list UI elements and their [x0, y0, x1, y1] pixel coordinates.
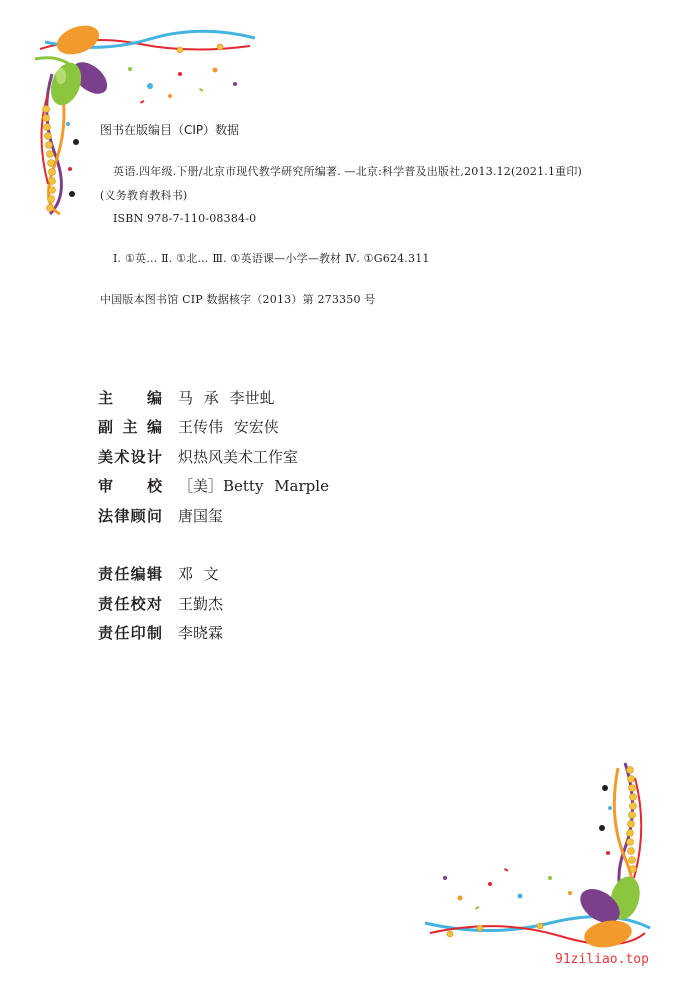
credit-row: [98, 622, 498, 644]
credit-name: 王勤杰: [178, 595, 224, 613]
credit-role: 副主编: [98, 418, 162, 436]
watermark: 91ziliao.top: [555, 952, 649, 967]
credit-role: 美术设计: [98, 448, 162, 466]
cip-series-line: (义务教育教科书): [100, 189, 188, 202]
credit-row: [98, 475, 498, 497]
cip-isbn: ISBN 978-7-110-08384-0: [113, 212, 257, 225]
credit-role: 责任校对: [98, 595, 162, 613]
cip-bibliographic-line: 英语.四年级.下册/北京市现代教学研究所编著. —北京:科学普及出版社,2013.12(2021.1重印): [113, 165, 583, 178]
credit-row: [98, 505, 498, 527]
credit-name: 马 承 李世虬: [178, 389, 275, 407]
credit-role: 审校: [98, 477, 162, 495]
credit-row: [98, 593, 498, 615]
credit-name: 李晓霖: [178, 624, 224, 642]
balloon-corner-decoration-bottom-icon: [420, 758, 655, 958]
credit-role: 主编: [98, 389, 162, 407]
credit-role: 责任印制: [98, 624, 162, 642]
credit-role: 责任编辑: [98, 565, 162, 583]
credit-name: 邓 文: [178, 565, 219, 583]
credit-row: [98, 563, 498, 585]
cip-verification-number: 中国版本图书馆 CIP 数据核字（2013）第 273350 号: [100, 293, 376, 306]
credit-name: 炽热风美术工作室: [178, 448, 299, 466]
cip-classification: Ⅰ. ①英… Ⅱ. ①北… Ⅲ. ①英语课—小学—教材 Ⅳ. ①G624.311: [113, 252, 430, 265]
credit-row: [98, 387, 498, 409]
credit-row: [98, 446, 498, 468]
credit-name: 唐国玺: [178, 507, 224, 525]
credit-role: 法律顾问: [98, 507, 162, 525]
cip-title: 图书在版编目（CIP）数据: [100, 123, 240, 137]
credit-name: 王传伟 安宏侠: [178, 418, 279, 436]
credit-row: [98, 416, 498, 438]
credit-name: ［美］Betty Marple: [178, 477, 329, 495]
